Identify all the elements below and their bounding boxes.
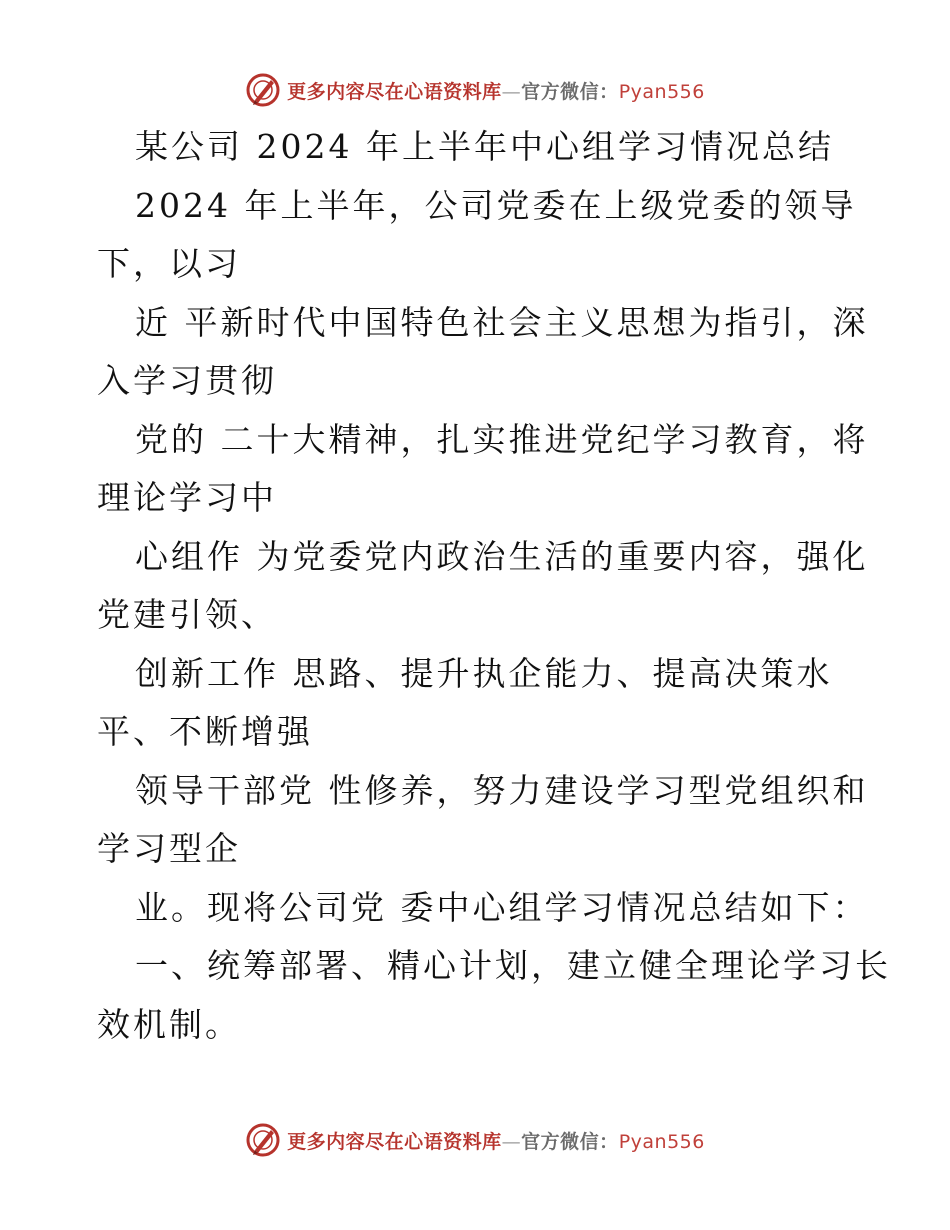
paragraph-line: 理论学习中: [97, 478, 277, 517]
paragraph-line: 效机制。: [97, 1004, 241, 1044]
paragraph-line: 下，以习: [97, 244, 241, 283]
header-dash: —: [501, 80, 522, 103]
paragraph-line: 党的 二十大精神，扎实推进党纪学习教育，将: [135, 419, 869, 459]
paragraph-line: 学习型企: [97, 829, 241, 868]
paragraph-line: 党建引领、: [97, 595, 277, 634]
header-text: [287, 77, 705, 104]
paragraph-line: 平、不断增强: [97, 712, 313, 751]
footer-banner: [0, 1120, 950, 1160]
pen-logo-icon: [245, 72, 281, 108]
paragraph-line: 创新工作 思路、提升执企能力、提高决策水: [135, 653, 833, 693]
footer-official-text: 官方微信：: [521, 1130, 619, 1153]
header-official-text: 官方微信：: [521, 80, 619, 103]
header-banner: [0, 70, 950, 110]
footer-wechat-id: Pyan556: [618, 1130, 705, 1153]
paragraph-line: 心组作 为党委党内政治生活的重要内容，强化: [135, 536, 869, 576]
document-body: [97, 118, 891, 1054]
paragraph-line: 近 平新时代中国特色社会主义思想为指引，深: [135, 302, 869, 342]
footer-text: [287, 1127, 705, 1154]
paragraph-line: 2024 年上半年，公司党委在上级党委的领导: [135, 185, 857, 225]
paragraph-line: 领导干部党 性修养，努力建设学习型党组织和: [135, 770, 869, 810]
footer-site-text: 更多内容尽在心语资料库: [287, 1130, 502, 1153]
document-title: 某公司 2024 年上半年中心组学习情况总结: [135, 127, 834, 166]
header-site-text: 更多内容尽在心语资料库: [287, 80, 502, 103]
footer-dash: —: [501, 1130, 522, 1153]
header-wechat-id: Pyan556: [618, 80, 705, 103]
paragraph-line: 业。现将公司党 委中心组学习情况总结如下：: [135, 887, 869, 927]
section-heading: 一、统筹部署、精心计划，建立健全理论学习长: [135, 946, 891, 985]
paragraph-line: 入学习贯彻: [97, 361, 277, 400]
pen-logo-icon: [245, 1122, 281, 1158]
